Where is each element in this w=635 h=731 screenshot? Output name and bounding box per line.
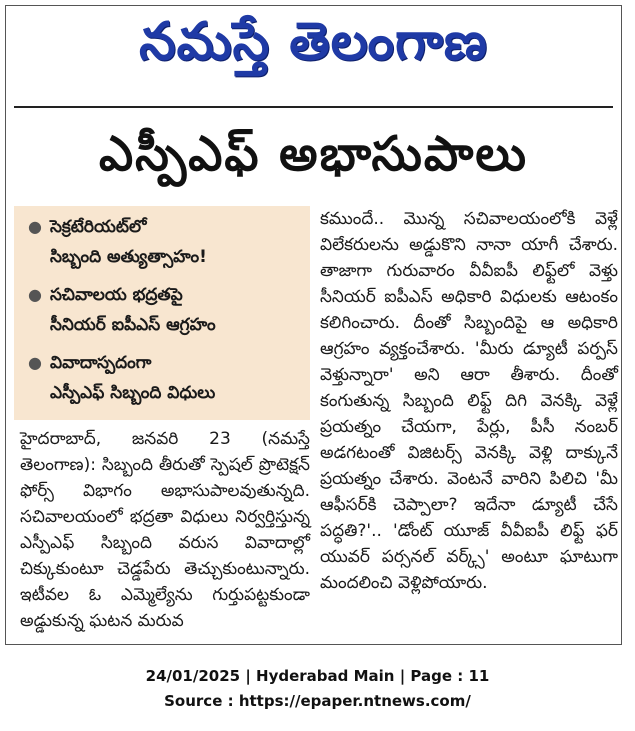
- highlight-item: [28, 212, 306, 272]
- newspaper-masthead: [6, 6, 621, 84]
- article-column-right: [320, 206, 618, 596]
- highlight-line: సెక్రటేరియట్‌లో: [50, 217, 147, 237]
- bullet-icon: ●: [28, 353, 42, 372]
- article-column-left: [20, 426, 310, 634]
- highlight-line: సచివాలయ భద్రతపై: [50, 285, 183, 305]
- divider: [14, 106, 613, 108]
- news-clipping: [5, 5, 622, 645]
- highlight-item: [28, 280, 306, 340]
- article-paragraph: కముందే.. మొన్న సచివాలయంలోకి వెళ్లే విలేకరులను అడ్డుకొని నానా యాగీ చేశారు. తాజాగా గురువారం వీవీఐపీ లిఫ్ట్‌లో వెళ్తు సీనియర్ ఐపీఎస్ అధికారి విధులకు ఆటంకం కలిగించారు. దీంతో సిబ్బందిపై ఆ అధికారి ఆగ్రహం వ్యక్తంచేశారు. 'మీరు డ్యూటీ పర్పస్ వెళ్తున్నారా' అని ఆరా తీశారు. దీంతో కంగుతున్న సిబ్బంది లిఫ్ట్ దిగి వెనక్కి వెళ్లే ప్రయత్నం చేయగా, పేర్లు, పీసీ నంబర్ అడగటంతో విజిటర్స్ వెనక్కి వెళ్లి దాక్కునే ప్రయత్నం చేశారు. వెంటనే వారిని పిలిచి 'మీ ఆఫీసర్‌కి చెప్పాలా? ఇదేనా డ్యూటీ చేసే పద్ధతి?'.. 'డోంట్ యూజ్ వీవీఐపీ లిఫ్ట్ ఫర్ యువర్ పర్సనల్ వర్క్స్' అంటూ ఘాటుగా మందలించి వెళ్లిపోయారు.: [320, 209, 618, 593]
- masthead-logo: నమస్తే తెలంగాణ: [139, 12, 488, 72]
- highlight-line: వివాదాస్పదంగా: [50, 353, 152, 373]
- bullet-icon: ●: [28, 285, 42, 304]
- article-paragraph: హైదరాబాద్, జనవరి 23 (నమస్తే తెలంగాణ): సిబ్బంది తీరుతో స్పెషల్ ప్రొటెక్షన్ ఫోర్స్ విభాగం అభాసుపాలవుతున్నది. సచివాలయంలో భద్రతా విధులు నిర్వర్తిస్తున్న ఎస్పీఎఫ్ సిబ్బంది వరుస వివాదాల్లో చిక్కుకుంటూ చెడ్డపేరు తెచ్చుకుంటున్నారు. ఇటీవల ఓ ఎమ్మెల్యేను గుర్తుపట్టకుండా అడ్డుకున్న ఘటన మరువ: [20, 429, 310, 631]
- highlights-box: [14, 206, 310, 420]
- edition-info: 24/01/2025 | Hyderabad Main | Page : 11: [145, 667, 490, 685]
- highlight-line: సీనియర్ ఐపీఎస్ ఆగ్రహం: [50, 315, 216, 335]
- highlight-line: ఎస్పీఎఫ్ సిబ్బంది విధులు: [50, 383, 216, 403]
- source-link[interactable]: Source : https://epaper.ntnews.com/: [164, 692, 471, 710]
- article-headline: ఎస్పీఎఫ్ అభాసుపాలు: [99, 126, 528, 182]
- highlight-item: [28, 348, 306, 408]
- highlight-line: సిబ్బంది అత్యుత్సాహం!: [50, 247, 207, 267]
- bullet-icon: ●: [28, 217, 42, 236]
